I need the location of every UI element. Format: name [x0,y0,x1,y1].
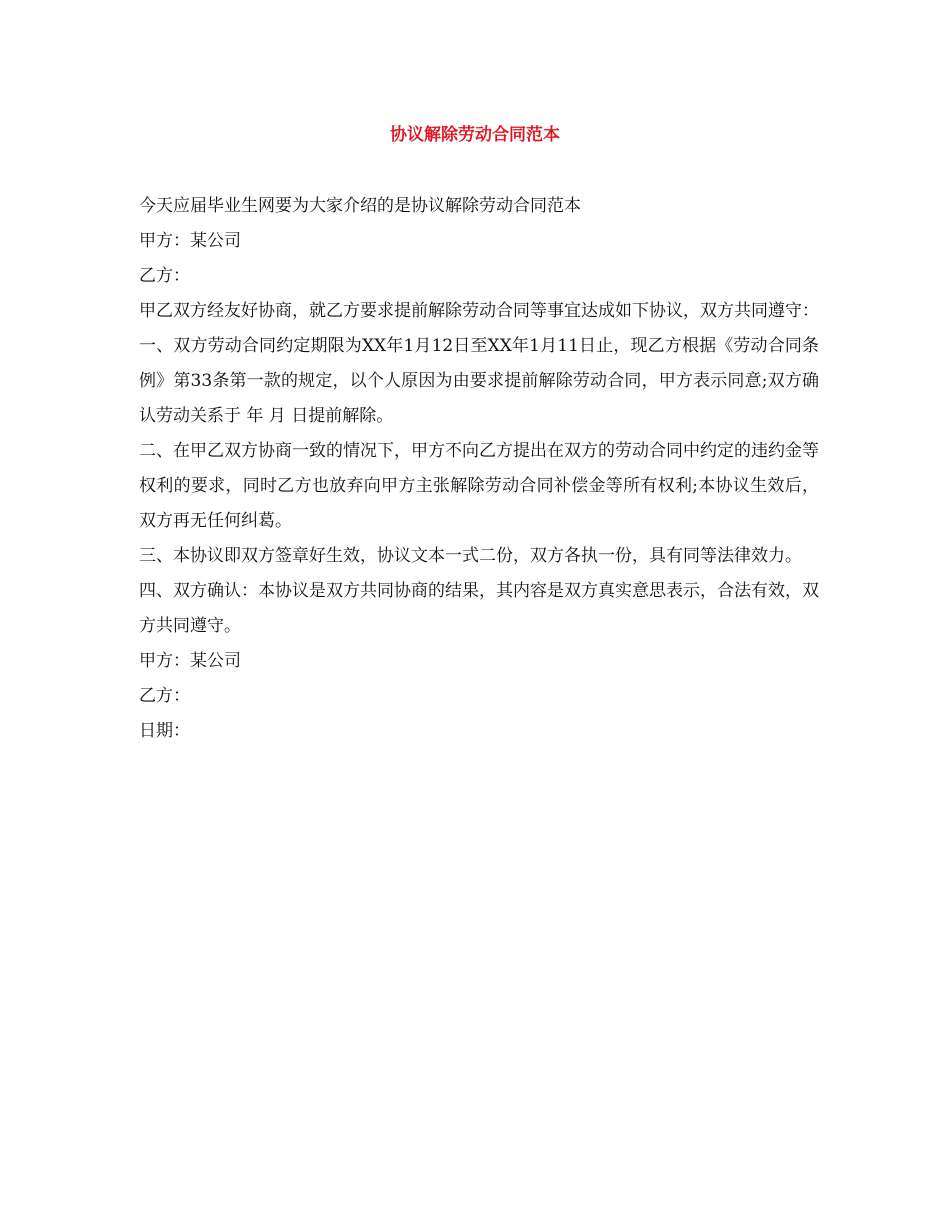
clause-2: 二、在甲乙双方协商一致的情况下，甲方不向乙方提出在双方的劳动合同中约定的违约金等权利的要求，同时乙方也放弃向甲方主张解除劳动合同补偿金等所有权利;本协议生效后，双方再无任何纠葛。 [139,441,819,531]
document-body [139,189,819,749]
party-a-line: 甲方：某公司 [139,231,241,251]
intro-paragraph: 今天应届毕业生网要为大家介绍的是协议解除劳动合同范本 [139,196,581,216]
clause-4: 四、双方确认：本协议是双方共同协商的结果，其内容是双方真实意思表示，合法有效，双方共同遵守。 [139,581,819,636]
clause-3: 三、本协议即双方签章好生效，协议文本一式二份，双方各执一份，具有同等法律效力。 [139,546,802,566]
document-title: 协议解除劳动合同范本 [390,125,560,145]
signature-party-b: 乙方： [139,686,190,706]
signature-party-a: 甲方：某公司 [139,651,241,671]
clause-1: 一、双方劳动合同约定期限为XX年1月12日至XX年1月11日止，现乙方根据《劳动合同条例》第33条第一款的规定，以个人原因为由要求提前解除劳动合同，甲方表示同意;双方确认劳动关系于 年 月 日提前解除。 [139,336,819,426]
signature-date: 日期： [139,721,190,741]
party-b-line: 乙方： [139,266,190,286]
preamble-paragraph: 甲乙双方经友好协商，就乙方要求提前解除劳动合同等事宜达成如下协议，双方共同遵守： [139,301,819,321]
